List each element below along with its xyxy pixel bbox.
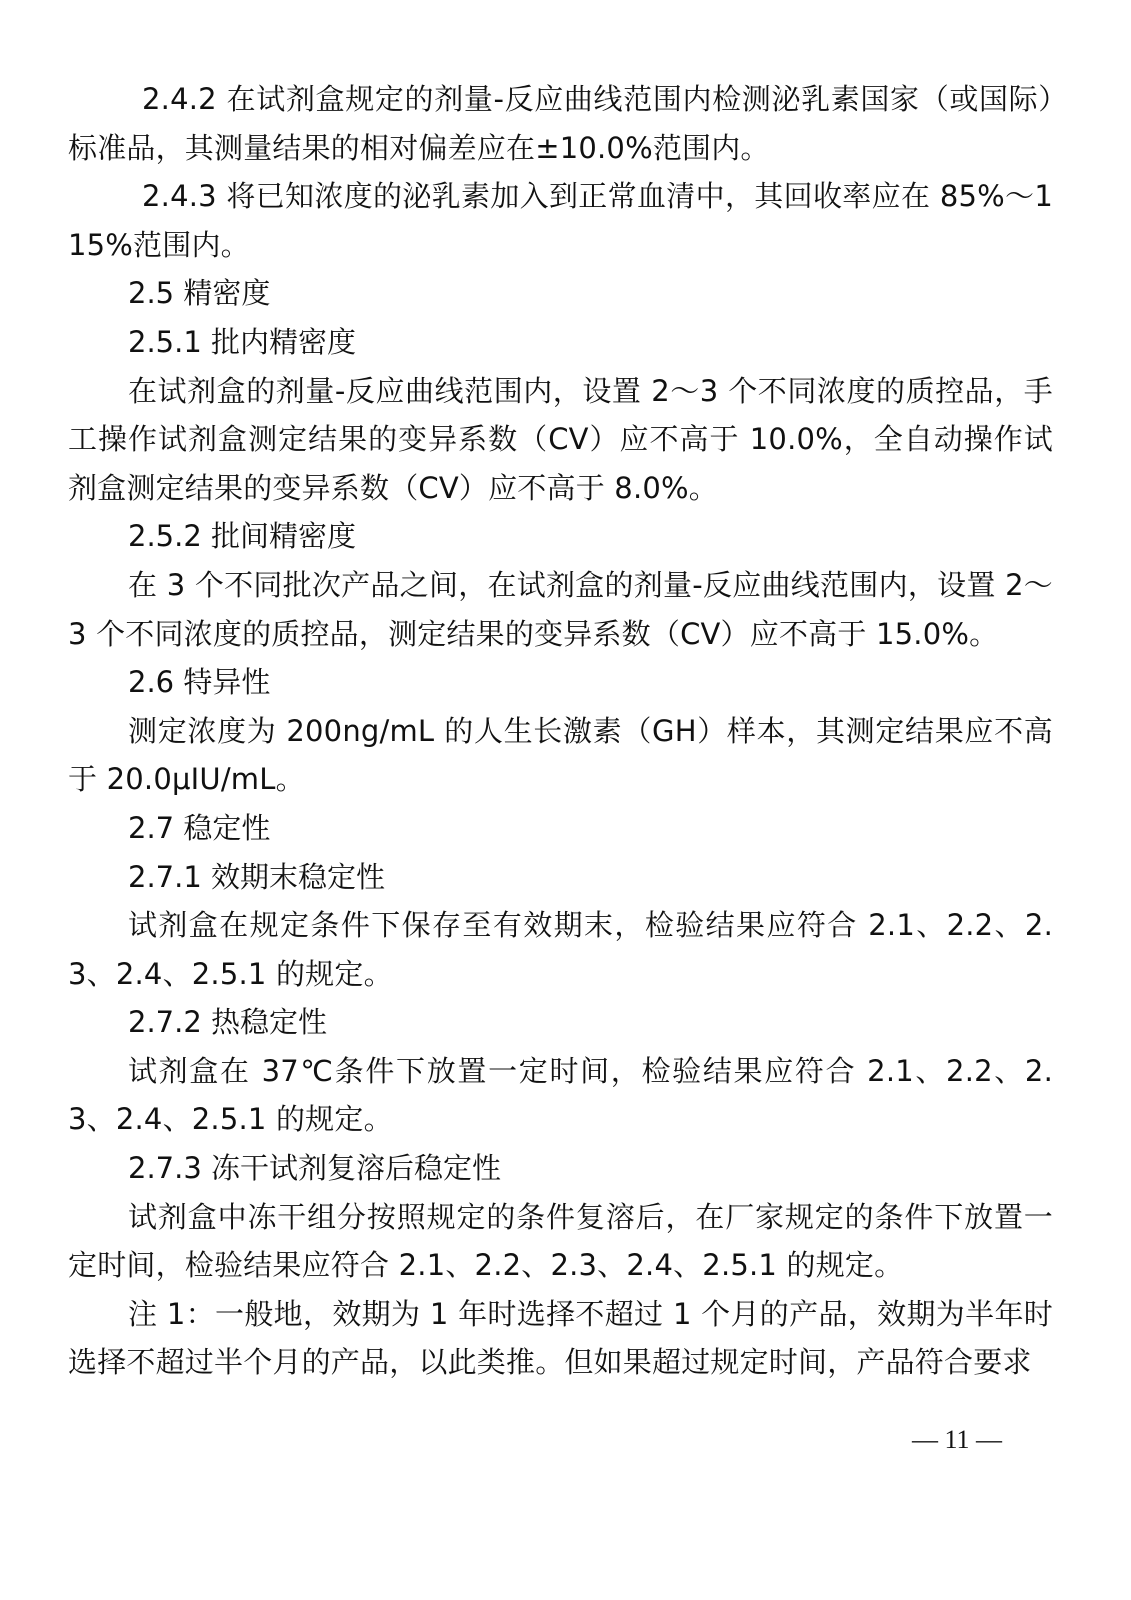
paragraph-2-7-3: 试剂盒中冻干组分按照规定的条件复溶后，在厂家规定的条件下放置一定时间，检验结果应符合 2.1、2.2、2.3、2.4、2.5.1 的规定。	[68, 1199, 1053, 1283]
heading-2-5-precision: 2.5 精密度	[128, 276, 271, 311]
paragraph-2-5-2: 在 3 个不同批次产品之间，在试剂盒的剂量-反应曲线范围内，设置 2～3 个不同浓度的质控品，测定结果的变异系数（CV）应不高于 15.0%。	[68, 567, 1053, 651]
heading-2-5-1-within-run-precision: 2.5.1 批内精密度	[128, 324, 357, 359]
paragraph-2-6: 测定浓度为 200ng/mL 的人生长激素（GH）样本，其测定结果应不高于 20.0μIU/mL。	[68, 713, 1053, 797]
paragraph-2-5-1: 在试剂盒的剂量-反应曲线范围内，设置 2～3 个不同浓度的质控品，手工操作试剂盒测定结果的变异系数（CV）应不高于 10.0%，全自动操作试剂盒测定结果的变异系数（CV）应不高于 8.0%。	[68, 373, 1053, 505]
heading-2-6-specificity: 2.6 特异性	[128, 665, 271, 700]
paragraph-2-7-2: 试剂盒在 37℃条件下放置一定时间，检验结果应符合 2.1、2.2、2.3、2.4、2.5.1 的规定。	[68, 1053, 1053, 1137]
heading-2-7-3-reconstitution-stability: 2.7.3 冻干试剂复溶后稳定性	[128, 1151, 502, 1186]
heading-2-7-2-thermal-stability: 2.7.2 热稳定性	[128, 1005, 328, 1040]
paragraph-2-4-2: 2.4.2 在试剂盒规定的剂量-反应曲线范围内检测泌乳素国家（或国际）标准品，其测量结果的相对偏差应在±10.0%范围内。	[68, 82, 1053, 165]
heading-2-5-2-between-batch-precision: 2.5.2 批间精密度	[128, 519, 357, 554]
paragraph-2-4-3: 2.4.3 将已知浓度的泌乳素加入到正常血清中，其回收率应在 85%～115%范围内。	[68, 179, 1053, 262]
document-body	[68, 75, 1053, 1387]
note-1: 注 1：一般地，效期为 1 年时选择不超过 1 个月的产品，效期为半年时选择不超过半个月的产品，以此类推。但如果超过规定时间，产品符合要求	[68, 1296, 1053, 1380]
heading-2-7-stability: 2.7 稳定性	[128, 810, 271, 845]
heading-2-7-1-expiry-stability: 2.7.1 效期末稳定性	[128, 859, 386, 894]
paragraph-2-7-1: 试剂盒在规定条件下保存至有效期末，检验结果应符合 2.1、2.2、2.3、2.4、2.5.1 的规定。	[68, 908, 1053, 991]
page-number: — 11 —	[912, 1425, 1003, 1454]
